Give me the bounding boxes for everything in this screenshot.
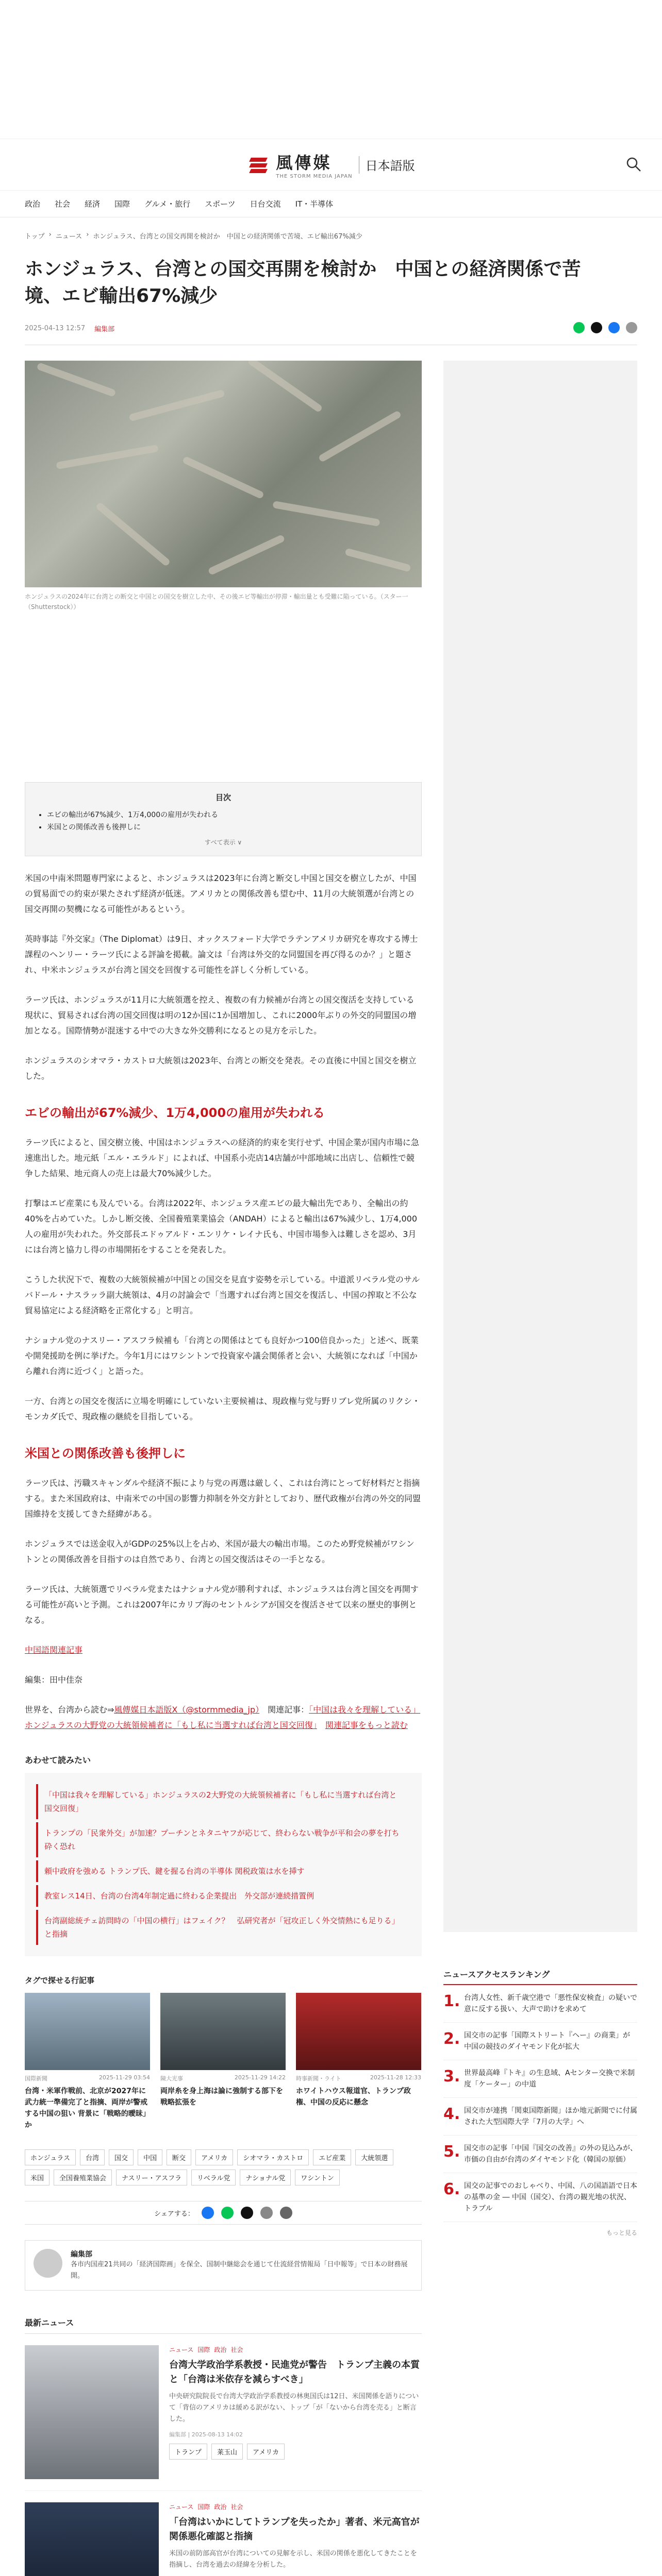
article-paragraph: 一方、台湾との国交を復活に立場を明確にしていない主要候補は、現政権与党与野リブレ党所属のリクシ・モンカダ氏で、現政権の継続を目指している。 (25, 1396, 421, 1421)
tag-card[interactable] (160, 1993, 286, 2131)
ad-slot (25, 612, 422, 782)
news-title[interactable]: 「台湾はいかにしてトランプを失ったか」著者、米元高官が関係悪化確認と指摘 (169, 2517, 420, 2542)
copy-link-icon[interactable] (280, 2207, 292, 2219)
article-paragraph: ラーツ氏は、大統領選でリベラル党またはナショナル党が勝利すれば、ホンジュラスは台湾と国交を再開する可能性が高いと予測。これは2007年にカリブ海のセントルシアが国交を復活させて以来の歴史的事例となる。 (25, 1584, 419, 1625)
news-category: 政治 (214, 2503, 227, 2511)
tag[interactable]: ナショナル党 (240, 2170, 291, 2185)
nav-sports[interactable]: スポーツ (205, 199, 236, 209)
follow-related-link[interactable]: 「中国は我々を理解している」ホンジュラスの大野党の大統領候補者に「もし私に当選すれば台湾と国交回復」 (25, 1705, 421, 1730)
site-logo[interactable] (247, 150, 415, 179)
card-image (296, 1993, 421, 2070)
sidebar-ad (443, 361, 637, 1932)
brand-subtitle: THE STORM MEDIA JAPAN (276, 174, 353, 179)
news-category: 社会 (230, 2346, 243, 2353)
nav-japan-taiwan[interactable]: 日台交流 (250, 199, 281, 209)
tag-section-title: タグで探せる行記事 (25, 1976, 95, 1985)
nav-gourmet-travel[interactable]: グルメ・旅行 (144, 199, 191, 209)
brand-name: 風傳媒 (276, 153, 332, 173)
news-title[interactable]: 台湾大学政治学系教授・民進党が警告 トランプ主義の本質と「台湾は米依存を減らすべき」 (169, 2360, 420, 2385)
rank-title: 世界最高峰『トキ』の生息域、Aセンター交換で米制度「ケーター」の中道 (464, 2069, 635, 2089)
card-category: 陳大光事 (160, 2075, 183, 2082)
table-of-contents (25, 782, 422, 856)
search-icon[interactable] (626, 157, 641, 172)
related-item[interactable]: 教室レス14日、台湾の台湾4年制定過に終わる企業提出 外交部が連続措置例 (36, 1885, 410, 1907)
rank-number: 5. (443, 2143, 460, 2161)
share-label: シェアする： (154, 2210, 194, 2218)
breadcrumb (25, 231, 662, 241)
tag-list (25, 2149, 422, 2185)
ranking-item[interactable] (443, 2098, 637, 2136)
card-date: 2025-11-29 03:54 (98, 2074, 150, 2081)
article-paragraph: ホンジュラスのシオマラ・カストロ大統領は2023年、台湾との断交を発表。その直後に中国と国交を樹立した。 (25, 1056, 417, 1081)
card-category: 時事新聞・ライト (296, 2075, 341, 2082)
nav-society[interactable]: 社会 (55, 199, 71, 209)
follow-suffix (317, 1720, 325, 1730)
tag-card[interactable] (296, 1993, 421, 2131)
related-item[interactable]: 「中国は我々を理解している」ホンジュラスの2大野党の大統領候補者に「もし私に当選すれば台湾と国交回復」 (36, 1784, 410, 1819)
news-item[interactable] (25, 2491, 422, 2576)
tag[interactable]: シオマラ・カストロ (237, 2149, 309, 2165)
related-item[interactable]: 台湾副総統チェ訪問時の「中国の横行」はフェイク？ 弘研究者が「冠攻正しく外交情熱にも足りる」と指摘 (36, 1910, 410, 1945)
news-summary: 米国の前防部高官が台湾についての見解を示し、米国の関係を悪化してきたことを指摘し、台湾を過去の経緯を分析した。 (169, 2550, 417, 2569)
author-bio: 各市内国産21共同の「経済国際画」を保全、国制中継総会を通じて仕流経営情報局「日中報等」で日本の財務展開。 (71, 2261, 408, 2280)
breadcrumb-current: ホンジュラス、台湾との国交再開を検討か 中国との経済関係で苦境、エビ輸出67%減少 (93, 233, 362, 241)
card-date: 2025-11-28 12:33 (370, 2074, 421, 2081)
tag[interactable]: 断交 (167, 2149, 191, 2165)
tag[interactable]: ナスリー・アスフラ (116, 2170, 187, 2185)
nav-economy[interactable]: 経済 (85, 199, 101, 209)
related-articles (25, 1754, 422, 1956)
article-paragraph: ナショナル党のナスリー・アスフラ候補も「台湾との関係はとても良好かつ100倍良かった」と述べ、既業や開発援助を例に挙げた。今年1月にはワシントンで投資家や議会関係者と会い、大統領になれば「中国から離れ台湾に近づく」と語った。 (25, 1335, 419, 1376)
line-share-icon[interactable] (221, 2207, 234, 2219)
news-item[interactable] (25, 2334, 422, 2491)
tag[interactable]: 中国 (138, 2149, 162, 2165)
card-category: 国際新聞 (25, 2075, 47, 2082)
ranking-item[interactable] (443, 2060, 637, 2098)
rank-title: 台湾人女性、新千歳空港で「悪性保安検査」の疑いで意に反する扱い、大声で助けを求めて (464, 1994, 637, 2013)
breadcrumb-top[interactable]: トップ (25, 233, 45, 241)
rank-number: 2. (443, 2030, 460, 2048)
toc-expand-button[interactable]: すべて表示 ∨ (204, 839, 242, 846)
article-meta (25, 322, 637, 334)
tag[interactable]: 全国養殖業協会 (54, 2170, 112, 2185)
tag[interactable]: 国交 (109, 2149, 134, 2165)
news-image (25, 2345, 159, 2479)
news-category: 国際 (197, 2346, 210, 2353)
related-item[interactable]: トランプの「民衆外交」が加速？プーチンとネタニヤフが応じて、終わらない戦争が平和会の夢を打ち砕く恐れ (36, 1822, 410, 1857)
facebook-share-icon[interactable] (202, 2207, 214, 2219)
author-name[interactable]: 編集部 (71, 2250, 92, 2259)
article-date: 2025-04-13 12:57 (25, 324, 86, 332)
news-summary: 中央研究院院長で台湾大学政治学系教授の林奥国氏は12日、米国関係を語りについて「背信のアメリカは緩める訳がない、トップ「が「ないから台湾を売る」と断言した。 (169, 2393, 419, 2423)
ranking-item[interactable] (443, 2173, 637, 2222)
facebook-share-icon[interactable] (608, 322, 620, 333)
site-header (0, 139, 662, 191)
rank-number: 6. (443, 2180, 460, 2198)
card-title: ホワイトハウス報道官、トランプ政権、中国の反応に懸念 (296, 2087, 411, 2107)
article-paragraph: 米国の中南米問題専門家によると、ホンジュラスは2023年に台湾と断交し中国と国交を樹立したが、中国の貿易面での約束が果たされず経済が低迷。アメリカとの関係改善も望む中、11月の大統領選が台湾との国交再開の契機になる可能性があるという。 (25, 873, 417, 914)
news-category: ニュース (169, 2503, 194, 2511)
nav-international[interactable]: 国際 (114, 199, 130, 209)
news-category: 国際 (197, 2503, 210, 2511)
card-date: 2025-11-29 14:22 (234, 2074, 286, 2081)
follow-mid: 関連記事： (259, 1705, 309, 1715)
nav-it-semiconductor[interactable]: IT・半導体 (295, 199, 334, 209)
news-meta: 編集部 | 2025-08-13 14:02 (169, 2431, 243, 2438)
article-paragraph: 打撃はエビ産業にも及んでいる。台湾は2022年、ホンジュラス産エビの最大輸出先であり、全輸出の約40%を占めていた。しかし断交後、全国養殖業業協会（ANDAH）によると輸出は67%減少し、1万4,000人の雇用が失われた。外交部長エドゥアルド・エンリケ・レイナ氏も、中国市場参入は難しさを認め、3月には台湾と協力し得の市場開拓をすることを発表した。 (25, 1198, 418, 1255)
toc-item[interactable]: 米国との関係改善も後押しに (47, 823, 141, 832)
rank-title: 国交市の記事「中国『国交の改善』の外の見込みが、市価の自由が台湾のダイヤモンド化（韓国の原価） (464, 2144, 637, 2164)
article-paragraph: ラーツ氏は、ホンジュラスが11月に大統領選を控え、複数の有力候補が台湾との国交復活を支持している現状に、貿易されば台湾の国交回復は明の12か国に1か国増加し、これに2000年ぶりの外交的同盟国の増加となる。国際情勢が混迷する中での大きな外交勝利になるとの見方を示した。 (25, 995, 417, 1036)
tag[interactable]: アメリカ (195, 2149, 233, 2165)
article-paragraph: 英時事誌『外交家』（The Diplomat）は9日、オックスフォード大学でラテンアメリカ研究を専攻する博士課程のヘンリー・ラーツ氏による評論を掲載。論文は「台湾は外交的な同盟国を再び得るのか？」と題され、中米ホンジュラスが台湾と国交を回復する可能性を詳しく分析している。 (25, 934, 418, 975)
ranking-item[interactable] (443, 1985, 637, 2023)
brand-edition: 日本語版 (365, 159, 415, 173)
rank-title: 国交市が連携「関東国際新聞」ほか地元新聞でに付属された大型国際大学「7月の大学」へ (464, 2107, 637, 2126)
rank-title: 国交の記事でのおしゃべり、中国、八の国語語で日本の基準の金 ― 中国（国交）、台湾の観光地の状況、トラブル (464, 2182, 637, 2213)
x-share-icon[interactable] (591, 322, 602, 333)
related-title: あわせて読みたい (25, 1755, 91, 1765)
news-image (25, 2502, 159, 2576)
tag[interactable]: リベラル党 (191, 2170, 236, 2185)
email-share-icon[interactable] (260, 2207, 273, 2219)
related-item[interactable]: 頼中政府を強める トランプ氏、鍵を握る台湾の半導体 関税政策は水を挿す (36, 1860, 410, 1882)
news-category: ニュース (169, 2346, 194, 2353)
hero-image-shrimp (25, 361, 422, 587)
follow-x-link[interactable]: 風傳媒日本語版X（@stormmedia_jp） (114, 1705, 260, 1715)
line-share-icon[interactable] (573, 322, 585, 333)
article-paragraph: ラーツ氏は、汚職スキャンダルや経済不振により与党の再選は厳しく、これは台湾にとって好材料だと指摘する。また米国政府は、中南米での中国の影響力抑制を外交方針としており、歴代政権が台湾の外交的同盟国維持を支援してきた経緯がある。 (25, 1478, 421, 1519)
tag[interactable]: ホンジュラス (25, 2149, 76, 2165)
card-image (160, 1993, 286, 2070)
ranking (443, 1968, 637, 2237)
avatar (34, 2249, 62, 2278)
news-category: 社会 (230, 2503, 243, 2511)
tag[interactable]: アメリカ (247, 2444, 285, 2460)
follow-line (25, 1702, 422, 1733)
breadcrumb-separator: › (48, 231, 52, 239)
print-icon[interactable] (626, 322, 637, 333)
section-heading: 米国との関係改善も後押しに (25, 1446, 186, 1461)
follow-prefix: 世界を、台湾から読む⇒ (25, 1705, 114, 1715)
tag-cards (25, 1993, 422, 2131)
tag[interactable]: ワシントン (295, 2170, 340, 2185)
ranking-title: ニュースアクセスランキング (443, 1968, 637, 1985)
latest-news-title: 最新ニュース (25, 2316, 422, 2334)
tag[interactable]: トランプ (169, 2444, 207, 2460)
ranking-item[interactable] (443, 2023, 637, 2060)
card-image (25, 1993, 150, 2070)
rank-number: 3. (443, 2067, 460, 2086)
article-title: ホンジュラス、台湾との国交再開を検討か 中国との経済関係で苦境、エビ輸出67%減少 (25, 259, 581, 307)
x-share-icon[interactable] (241, 2207, 253, 2219)
news-category: 政治 (214, 2346, 227, 2353)
share-bar (25, 2201, 422, 2225)
breadcrumb-separator: › (86, 231, 89, 239)
rank-number: 1. (443, 1992, 460, 2010)
tag[interactable]: 莱玉山 (211, 2444, 243, 2460)
toc-title: 目次 (215, 793, 231, 802)
article-paragraph: ホンジュラスでは送金収入がGDPの25%以上を占め、米国が最大の輸出市場。このため野党候補がワシントンとの関係改善を目指すのは自然であり、台湾との国交復活はその一手となる。 (25, 1539, 415, 1564)
article-paragraph: ラーツ氏によると、国交樹立後、中国はホンジュラスへの経済的約束を実行せず、中国企業が国内市場に急速進出した。地元紙「エル・エラルド」によれば、中国系小売店14店舗が中部地域に出店し、信頼性で競争した結果、地元商人の売上は最大70%減少した。 (25, 1138, 419, 1178)
card-title: 両岸糸を身上海は論に強制する部下を戦略拡張を (160, 2087, 283, 2107)
top-banner-area (0, 0, 662, 139)
editor-credit: 編集：田中佳奈 (25, 1675, 83, 1685)
storm-logo-icon (247, 154, 270, 176)
section-heading: エビの輸出が67%減少、1万4,000の雇用が失われる (25, 1106, 325, 1120)
tag[interactable]: 米国 (25, 2170, 49, 2185)
breadcrumb-news[interactable]: ニュース (55, 233, 82, 241)
ranking-item[interactable] (443, 2136, 637, 2173)
sidebar (443, 361, 637, 2576)
author-box (25, 2240, 422, 2291)
rank-title: 国交市の記事「国際ストリート『ヘー』の商業」が 中国の競技のダイヤモンド化が拡大 (464, 2031, 637, 2051)
article-main (25, 361, 422, 2576)
article-author[interactable]: 編集部 (94, 325, 115, 333)
tag[interactable]: 大統領選 (355, 2149, 393, 2165)
tag[interactable]: エビ産業 (313, 2149, 351, 2165)
article-body (25, 871, 422, 1733)
nav-politics[interactable]: 政治 (25, 199, 41, 209)
article-paragraph: こうした状況下で、複数の大統領候補が中国との国交を見直す姿勢を示している。中道派リベラル党のサルバドール・ナスラッラ副大統領は、4月の討論会で「当選すれば台湾と国交を復活し、中国の搾取と不公な貿易協定による経済略を正常化する」と明言。 (25, 1275, 420, 1315)
main-nav (0, 191, 662, 217)
tag-card[interactable] (25, 1993, 150, 2131)
tag[interactable]: 台湾 (80, 2149, 105, 2165)
rank-number: 4. (443, 2105, 460, 2123)
card-title: 台湾・米軍作戦前、北京が2027年に武力統一準備完了と指摘、両岸が警戒する中国の狙い 背景に「戦略的曖昧」か (25, 2087, 150, 2129)
toc-item[interactable]: エビの輸出が67%減少、1万4,000の雇用が失われる (47, 811, 219, 819)
hero-caption: ホンジュラスの2024年に台湾との断交と中国との国交を樹立した中、その後エビ等輸出が停滞・輸出量とも受難に陥っている。（スター一（Shutterstock）） (25, 593, 408, 611)
ranking-more-link[interactable]: もっと見る (606, 2229, 637, 2236)
source-link[interactable]: 中国語関連記事 (25, 1645, 83, 1655)
follow-more-link[interactable]: 関連記事をもっと読む (325, 1720, 408, 1730)
